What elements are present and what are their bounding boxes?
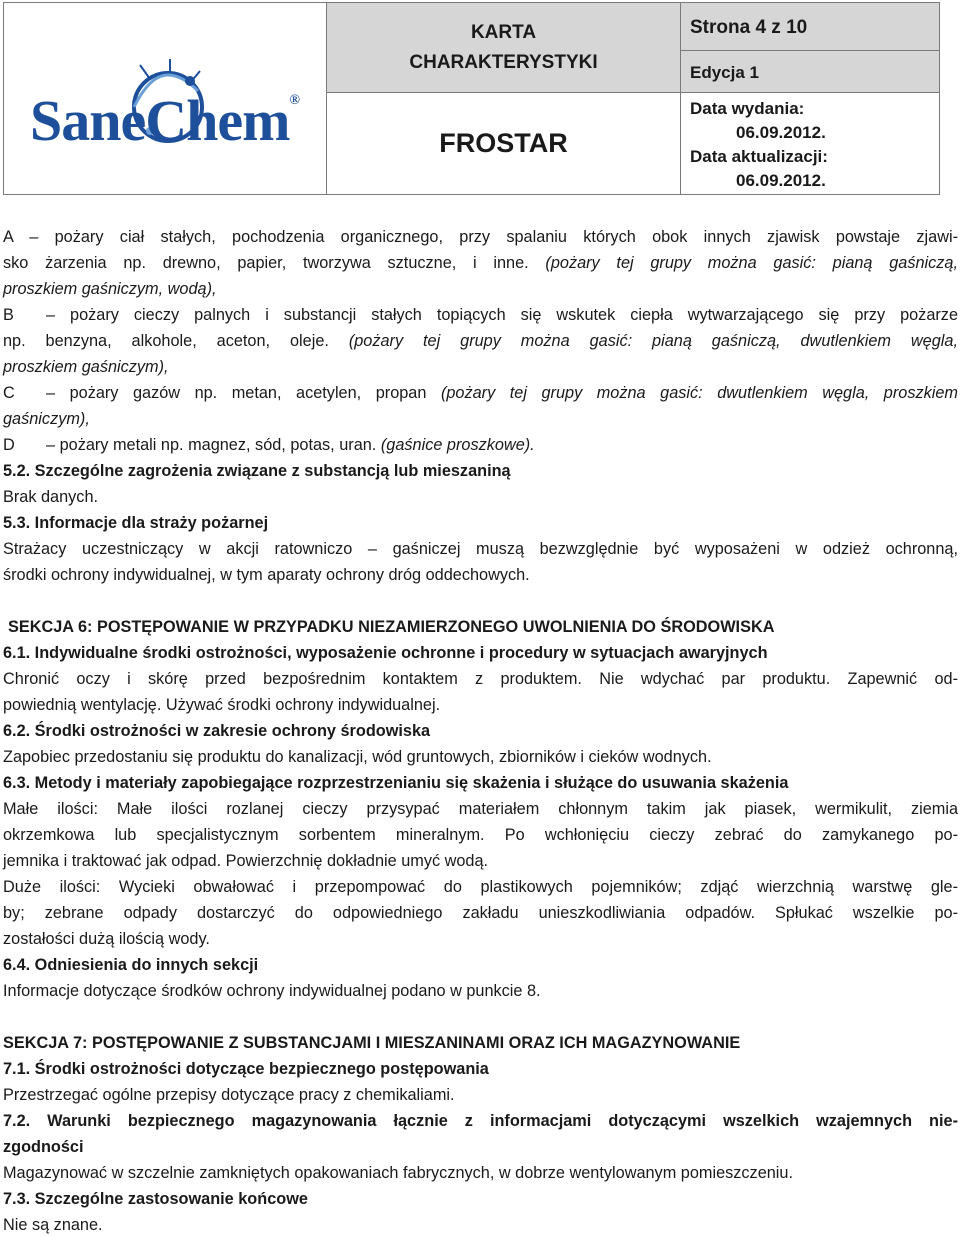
fire-b-line1: B – pożary cieczy palnych i substancji stałych topiących się wskutek ciepła wytwarzającego się przy pożarze — [3, 306, 958, 324]
section-6-3-line2: okrzemkowa lub specjalistycznym sorbentem mineralnym. Po wchłonięciu cieczy zebrać do zamykanego po- — [3, 826, 958, 844]
section-5-3-title: 5.3. Informacje dla straży pożarnej — [3, 514, 269, 532]
fire-c-line2: gaśniczym), — [3, 410, 90, 428]
issue-date: 06.09.2012. — [736, 123, 826, 142]
logo-cell — [4, 3, 327, 194]
section-6-3-line6: zostałości dużą ilością wody. — [3, 930, 210, 948]
section-6-heading: SEKCJA 6: POSTĘPOWANIE W PRZYPADKU NIEZAMIERZONEGO UWOLNIENIA DO ŚRODOWISKA — [8, 618, 775, 636]
section-6-3-line5: by; zebrane odpady dostarczyć do odpowiedniego zakładu unieszkodliwiania odpadów. Spłukać wszelkie po- — [3, 904, 958, 922]
doc-type-line2: CHARAKTERYSTYKI — [409, 51, 598, 73]
doc-type — [327, 3, 680, 93]
section-6-2-title: 6.2. Środki ostrożności w zakresie ochrony środowiska — [3, 722, 431, 740]
fire-b-line2: np. benzyna, alkohole, aceton, oleje. (pożary tej grupy można gasić: pianą gaśniczą, dwutlenkiem węgla, — [3, 332, 958, 350]
section-7-3-title: 7.3. Szczególne zastosowanie końcowe — [3, 1190, 308, 1208]
section-5-2-text: Brak danych. — [3, 488, 99, 506]
fire-b-line3: proszkiem gaśniczym), — [3, 358, 169, 376]
meta-cell — [681, 3, 939, 194]
fire-a-line1: A – pożary ciał stałych, pochodzenia organicznego, przy spalaniu których obok innych zjawisk powstaje zjawi- — [3, 228, 958, 246]
section-7-1-line1: Przestrzegać ogólne przepisy dotyczące pracy z chemikaliami. — [3, 1086, 455, 1104]
product-name: FROSTAR — [439, 128, 568, 158]
section-6-2-line1: Zapobiec przedostaniu się produktu do kanalizacji, wód gruntowych, zbiorników i cieków wodnych. — [3, 748, 712, 766]
dates — [681, 93, 939, 194]
fire-a-line3: proszkiem gaśniczym, wodą), — [3, 280, 217, 298]
section-7-2-title-line2: zgodności — [3, 1138, 84, 1156]
section-7-3-line1: Nie są znane. — [3, 1216, 103, 1234]
section-7-1-title: 7.1. Środki ostrożności dotyczące bezpiecznego postępowania — [3, 1060, 489, 1078]
update-date: 06.09.2012. — [736, 171, 826, 190]
section-5-2-title: 5.2. Szczególne zagrożenia związane z substancją lub mieszaniną — [3, 462, 511, 480]
section-7-2-line1: Magazynować w szczelnie zamkniętych opakowaniach fabrycznych, w dobrze wentylowanym pomieszczeniu. — [3, 1164, 793, 1182]
section-6-3-line3: jemnika i traktować jak odpad. Powierzchnię dokładnie umyć wodą. — [3, 852, 489, 870]
section-5-3-line2: środki ochrony indywidualnej, w tym aparaty ochrony dróg oddechowych. — [3, 566, 530, 584]
section-7-2-title-line1: 7.2. Warunki bezpiecznego magazynowania łącznie z informacjami dotyczącymi wszelkich wzajemnych nie- — [3, 1112, 958, 1130]
fire-a-line2: sko żarzenia np. drewno, papier, tworzywa sztuczne, i inne. (pożary tej grupy można gasić: pianą gaśniczą, — [3, 254, 958, 272]
sanechem-logo — [30, 45, 322, 165]
section-6-3-title: 6.3. Metody i materiały zapobiegające rozprzestrzenianiu się skażenia i służące do usuwania skażenia — [3, 774, 789, 792]
section-6-1-line2: powiednią wentylację. Używać środki ochrony indywidualnej. — [3, 696, 441, 714]
section-6-1-line1: Chronić oczy i skórę przed bezpośrednim kontaktem z produktem. Nie wdychać par produktu. Zapewnić od- — [3, 670, 958, 688]
logo-wordmark: SaneChem® — [30, 88, 299, 153]
title-cell — [327, 3, 681, 194]
update-date-label: Data aktualizacji: — [690, 147, 828, 166]
section-6-4-line1: Informacje dotyczące środków ochrony indywidualnej podano w punkcie 8. — [3, 982, 541, 1000]
issue-date-label: Data wydania: — [690, 99, 805, 118]
fire-d-line1: D – pożary metali np. magnez, sód, potas, uran. (gaśnice proszkowe). — [3, 436, 535, 454]
section-6-4-title: 6.4. Odniesienia do innych sekcji — [3, 956, 259, 974]
section-6-3-line1: Małe ilości: Małe ilości rozlanej cieczy przysypać materiałem chłonnym takim jak piasek, wermikulit, ziemia — [3, 800, 958, 818]
section-6-1-title: 6.1. Indywidualne środki ostrożności, wyposażenie ochronne i procedury w sytuacjach awaryjnych — [3, 644, 768, 662]
section-7-heading: SEKCJA 7: POSTĘPOWANIE Z SUBSTANCJAMI I MIESZANINAMI ORAZ ICH MAGAZYNOWANIE — [3, 1034, 741, 1052]
fire-c-line1: C – pożary gazów np. metan, acetylen, propan (pożary tej grupy można gasić: dwutlenkiem węgla, proszkiem — [3, 384, 958, 402]
header-table — [3, 2, 940, 195]
section-6-3-line4: Duże ilości: Wycieki obwałować i przepompować do plastikowych pojemników; zdjąć wierzchnią warstwę gle- — [3, 878, 958, 896]
page-number: Strona 4 z 10 — [681, 3, 939, 51]
section-5-3-line1: Strażacy uczestniczący w akcji ratowniczo – gaśniczej muszą bezwzględnie być wyposażeni w odzież ochronną, — [3, 540, 958, 558]
edition: Edycja 1 — [681, 51, 939, 93]
doc-type-line1: KARTA — [470, 21, 537, 43]
